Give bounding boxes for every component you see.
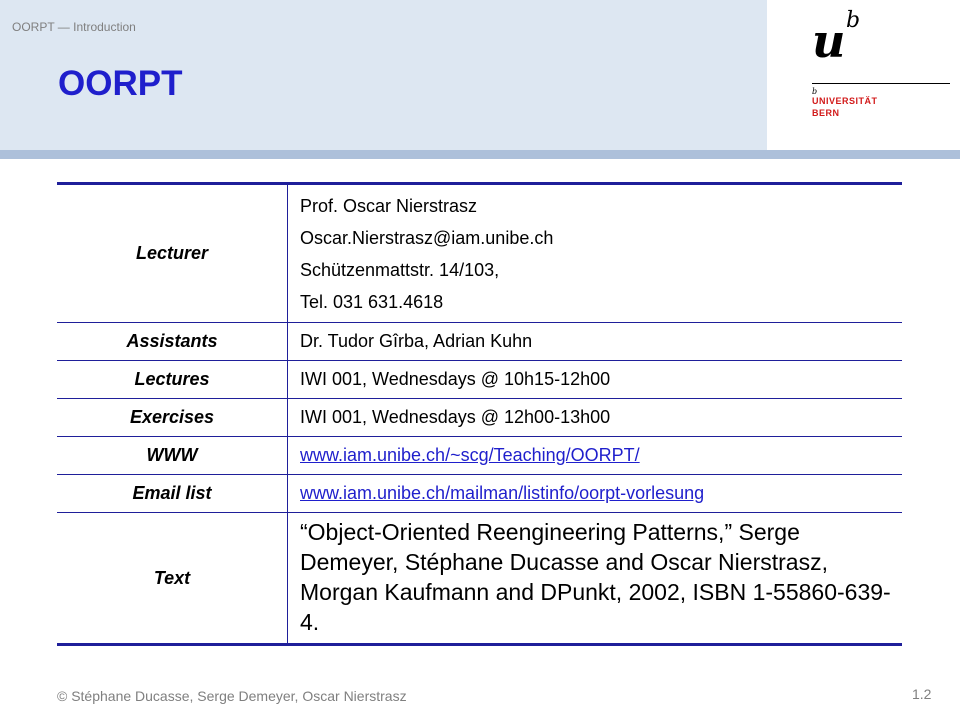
logo-b-small: b: [812, 87, 818, 96]
row-value-email-list: [288, 475, 903, 513]
row-label-lecturer: Lecturer: [57, 184, 288, 323]
table-row-text: [57, 513, 902, 645]
row-value-lecturer: [288, 184, 903, 323]
row-label-www: WWW: [57, 437, 288, 475]
row-label-email-list: Email list: [57, 475, 288, 513]
logo-u-glyph: u: [812, 14, 846, 68]
row-label-exercises: Exercises: [57, 399, 288, 437]
logo-line-2: BERN: [812, 108, 840, 118]
table-row-www: [57, 437, 902, 475]
email-list-link[interactable]: www.iam.unibe.ch/mailman/listinfo/oorpt-vorlesung: [300, 483, 705, 503]
lecturer-name: Prof. Oscar Nierstrasz: [300, 195, 478, 216]
table-row-lecturer: [57, 184, 902, 323]
lecturer-email: Oscar.Nierstrasz@iam.unibe.ch: [300, 227, 554, 248]
row-value-www: [288, 437, 903, 475]
logo-divider: [812, 83, 950, 84]
row-value-exercises: IWI 001, Wednesdays @ 12h00-13h00: [288, 399, 903, 437]
page-title: OORPT: [58, 64, 183, 103]
logo-area: [767, 0, 960, 150]
table-row-email-list: [57, 475, 902, 513]
textbook-citation: “Object-Oriented Reengineering Patterns,” Serge Demeyer, Stéphane Ducasse and Oscar Nierstrasz, Morgan Kaufmann and DPunkt, 2002, ISBN 1-55860-639-4.: [300, 519, 891, 635]
logo-line-1: UNIVERSITÄT: [812, 96, 878, 106]
row-label-lectures: Lectures: [57, 361, 288, 399]
header-divider-bar: [0, 150, 960, 159]
row-value-text: [288, 513, 903, 645]
logo-university-name: [812, 95, 878, 119]
table-row-assistants: [57, 323, 902, 361]
row-value-lectures: IWI 001, Wednesdays @ 10h15-12h00: [288, 361, 903, 399]
www-link[interactable]: www.iam.unibe.ch/~scg/Teaching/OORPT/: [300, 445, 640, 465]
lecturer-phone: Tel. 031 631.4618: [300, 291, 444, 312]
page-number: 1.2: [912, 686, 932, 702]
logo-b-glyph: b: [846, 8, 861, 33]
table-row-lectures: [57, 361, 902, 399]
row-label-assistants: Assistants: [57, 323, 288, 361]
lecturer-address: Schützenmattstr. 14/103,: [300, 259, 500, 280]
breadcrumb: OORPT — Introduction: [12, 20, 136, 34]
course-info-table: [57, 182, 902, 646]
footer-copyright: © Stéphane Ducasse, Serge Demeyer, Oscar Nierstrasz: [57, 688, 407, 704]
row-label-text: Text: [57, 513, 288, 645]
row-value-assistants: Dr. Tudor Gîrba, Adrian Kuhn: [288, 323, 903, 361]
table-row-exercises: [57, 399, 902, 437]
